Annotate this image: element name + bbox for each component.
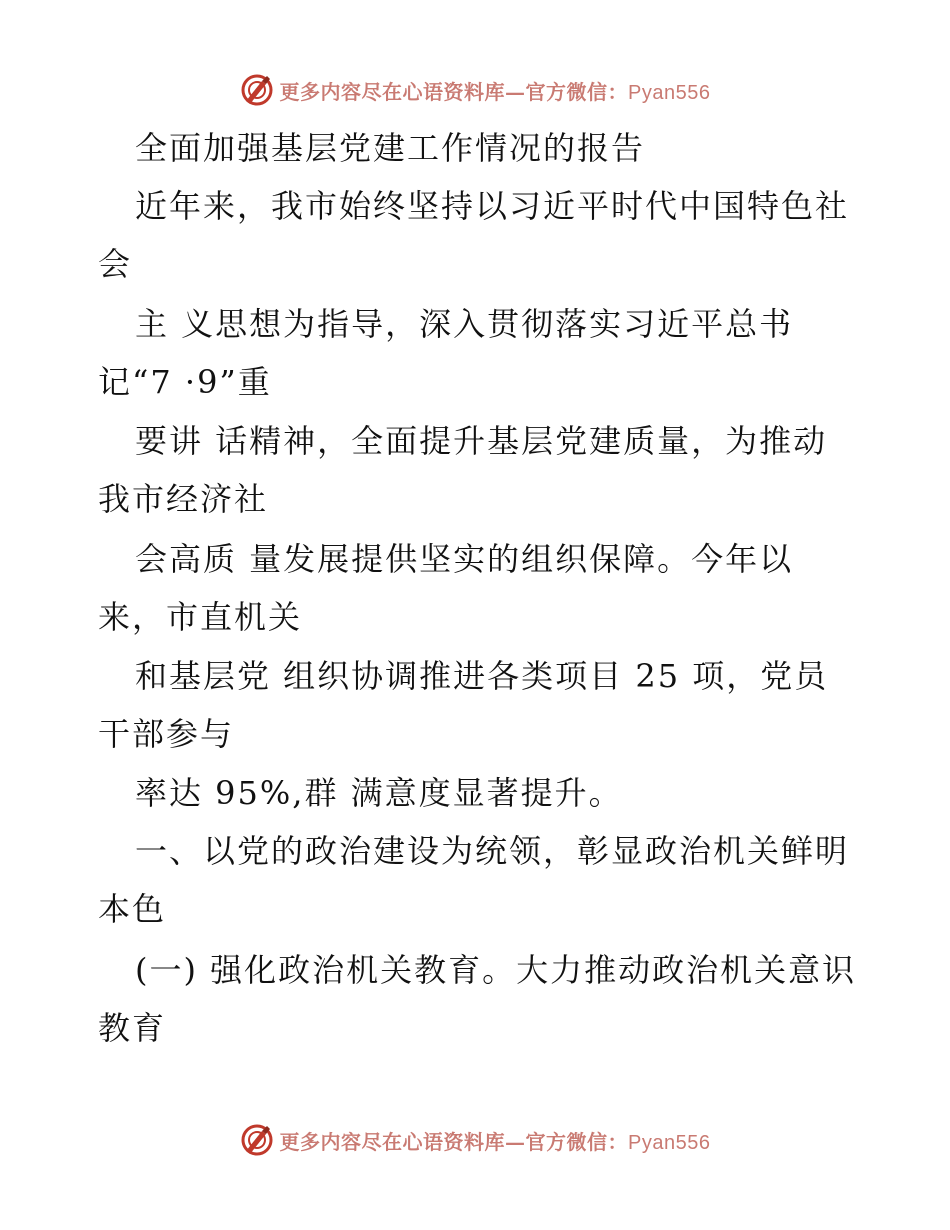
paragraph-line: 来，市直机关 (98, 598, 303, 636)
pen-logo-icon (240, 1123, 274, 1157)
section-heading: 一、以党的政治建设为统领，彰显政治机关鲜明 (135, 832, 850, 870)
header-banner-text: 更多内容尽在心语资料库—官方微信：Pyan556 (279, 79, 711, 104)
section-heading: 本色 (98, 890, 167, 928)
header-banner (0, 72, 950, 108)
paragraph-line: 干部参与 (98, 715, 235, 753)
pen-logo-icon (240, 73, 274, 107)
paragraph-line: 主 义思想为指导，深入贯彻落实习近平总书 (135, 305, 794, 343)
footer-banner (0, 1122, 950, 1158)
header-banner-id: Pyan556 (628, 81, 711, 104)
paragraph-line: 要讲 话精神，全面提升基层党建质量，为推动 (135, 422, 828, 460)
paragraph-line: 和基层党 组织协调推进各类项目 25 项，党员 (135, 657, 829, 695)
footer-banner-text: 更多内容尽在心语资料库—官方微信：Pyan556 (279, 1129, 711, 1154)
subsection-line: (一) 强化政治机关教育。大力推动政治机关意识 (135, 951, 857, 989)
paragraph-line: 我市经济社 (98, 480, 269, 518)
subsection-line: 教育 (98, 1009, 167, 1047)
paragraph-line: 记“7 ·9”重 (98, 363, 272, 401)
paragraph-line: 会高质 量发展提供坚实的组织保障。今年以 (135, 540, 794, 578)
paragraph-line: 会 (98, 245, 133, 283)
paragraph-line: 率达 95%,群 满意度显著提升。 (135, 774, 623, 812)
footer-banner-id: Pyan556 (628, 1131, 711, 1154)
paragraph-line: 近年来，我市始终坚持以习近平时代中国特色社 (135, 187, 850, 225)
document-title: 全面加强基层党建工作情况的报告 (135, 129, 646, 167)
